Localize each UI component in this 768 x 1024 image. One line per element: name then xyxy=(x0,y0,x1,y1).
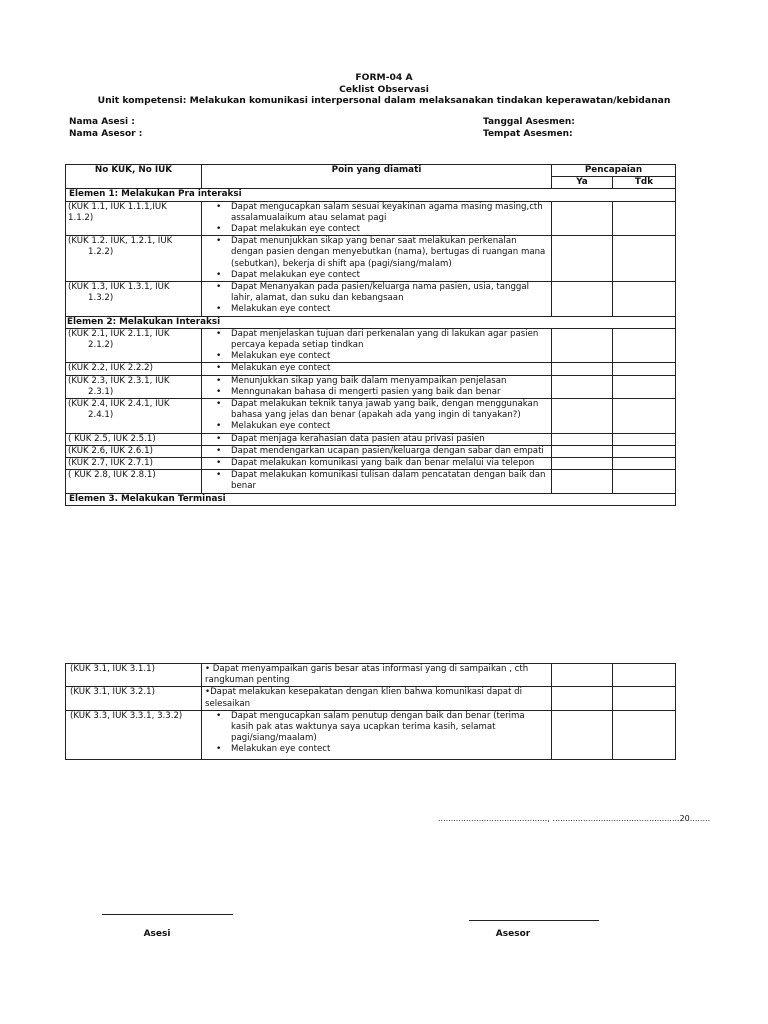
unit-kompetensi: Unit kompetensi: Melakukan komunikasi interpersonal dalam melaksanakan tindakan keperawatan/kebidanan xyxy=(97,95,671,106)
kuk-label: (KUK 1.2. IUK, 1.2.1, IUK xyxy=(68,236,173,247)
ya-checkbox-cell[interactable] xyxy=(552,445,613,457)
tdk-checkbox-cell[interactable] xyxy=(613,445,676,457)
tdk-checkbox-cell[interactable] xyxy=(613,282,676,317)
ya-checkbox-cell[interactable] xyxy=(552,470,613,493)
observation-item: • Dapat menjelaskan tujuan dari perkenalan yang di lakukan agar pasien percaya kepada setiap tindkan xyxy=(231,329,549,351)
table-row xyxy=(66,236,676,282)
observation-item: • Dapat melakukan teknik tanya jawab yang baik, dengan menggunakan bahasa yang jelas dan benar (apakah ada yang ingin di tanyakan?) xyxy=(231,399,549,421)
nama-asesor-label: Nama Asesor : xyxy=(69,129,143,139)
col-ya-header: Ya xyxy=(552,177,613,189)
table-row xyxy=(66,363,676,375)
observation-item: • Dapat melakukan komunikasi tulisan dalam pencatatan dengan baik dan benar xyxy=(231,470,549,492)
observation-item: • Dapat melakukan eye contect xyxy=(231,224,549,235)
tdk-checkbox-cell[interactable] xyxy=(613,363,676,375)
observation-item: • Menngunakan bahasa di mengerti pasien yang baik dan benar xyxy=(231,387,549,398)
kuk-label: (KUK 1.1, IUK 1.1.1,IUK xyxy=(68,201,167,212)
table-row xyxy=(66,328,676,363)
observation-item: • Melakukan eye contect xyxy=(231,304,549,315)
form-number: FORM-04 A xyxy=(355,72,413,83)
asesi-signature-label: Asesi xyxy=(143,929,171,939)
tdk-checkbox-cell[interactable] xyxy=(613,433,676,445)
observation-item: • Dapat menjaga kerahasian data pasien atau privasi pasien xyxy=(231,434,549,445)
elemen-2-heading: Elemen 2: Melakukan Interaksi xyxy=(66,316,676,328)
table-row xyxy=(66,458,676,470)
ya-checkbox-cell[interactable] xyxy=(552,236,613,282)
tdk-checkbox-cell[interactable] xyxy=(613,710,676,759)
ya-checkbox-cell[interactable] xyxy=(552,282,613,317)
observation-item: • Melakukan eye contect xyxy=(231,421,549,432)
table-row xyxy=(66,687,676,710)
ya-checkbox-cell[interactable] xyxy=(552,687,613,710)
kuk-label: ( KUK 2.8, IUK 2.8.1) xyxy=(68,470,156,481)
tdk-checkbox-cell[interactable] xyxy=(613,458,676,470)
tdk-checkbox-cell[interactable] xyxy=(613,687,676,710)
kuk-label: (KUK 2.2, IUK 2.2.2) xyxy=(68,363,153,374)
observation-item: • Dapat menyampaikan garis besar atas informasi yang di sampaikan , cth rangkuman penting xyxy=(205,664,529,686)
nama-asesi-label: Nama Asesi : xyxy=(69,117,135,127)
observation-item: • Dapat mengucapkan salam sesuai keyakinan agama masing masing,cth assalamualaikum atau selamat pagi xyxy=(231,202,549,224)
ya-checkbox-cell[interactable] xyxy=(552,710,613,759)
tempat-asesmen-label: Tempat Asesmen: xyxy=(483,129,573,139)
ya-checkbox-cell[interactable] xyxy=(552,433,613,445)
table-row xyxy=(66,470,676,493)
col-kuk-header: No KUK, No IUK xyxy=(66,165,202,189)
tdk-checkbox-cell[interactable] xyxy=(613,236,676,282)
observation-table-2 xyxy=(65,663,676,760)
kuk-label: (KUK 1.3, IUK 1.3.1, IUK xyxy=(68,282,170,293)
table-row xyxy=(66,710,676,759)
kuk-label: (KUK 2.7, IUK 2.7.1) xyxy=(68,458,153,469)
asesor-signature-label: Asesor xyxy=(495,929,531,939)
col-poin-header: Poin yang diamati xyxy=(202,165,552,189)
tdk-checkbox-cell[interactable] xyxy=(613,201,676,236)
observation-table-1 xyxy=(65,164,676,506)
kuk-label: ( KUK 2.5, IUK 2.5.1) xyxy=(68,433,156,444)
ya-checkbox-cell[interactable] xyxy=(552,664,613,687)
ya-checkbox-cell[interactable] xyxy=(552,399,613,434)
observation-item: • Dapat menunjukkan sikap yang benar saat melakukan perkenalan dengan pasien dengan menyebutkan (nama), bertugas di ruangan mana (sebutkan), bekerja di shift apa (pagi/siang/malam) xyxy=(231,236,549,270)
ya-checkbox-cell[interactable] xyxy=(552,328,613,363)
tdk-checkbox-cell[interactable] xyxy=(613,399,676,434)
ya-checkbox-cell[interactable] xyxy=(552,363,613,375)
observation-item: •Dapat melakukan kesepakatan dengan klien bahwa komunikasi dapat di selesaikan xyxy=(205,687,523,709)
table-row xyxy=(66,375,676,398)
kuk-label: (KUK 3.1, IUK 3.2.1) xyxy=(70,687,155,698)
kuk-label: (KUK 2.1, IUK 2.1.1, IUK xyxy=(68,328,170,339)
elemen-3-heading: Elemen 3. Melakukan Terminasi xyxy=(66,493,676,505)
ya-checkbox-cell[interactable] xyxy=(552,375,613,398)
kuk-label-cont: 1.3.2) xyxy=(88,293,114,304)
observation-item: • Dapat mendengarkan ucapan pasien/keluarga dengan sabar dan empati xyxy=(231,446,549,457)
kuk-label-cont: 1.1.2) xyxy=(68,212,94,223)
col-pencapaian-header: Pencapaian xyxy=(552,165,676,177)
elemen-1-heading: Elemen 1: Melakukan Pra interaksi xyxy=(66,189,676,201)
observation-item: • Menunjukkan sikap yang baik dalam menyampaikan penjelasan xyxy=(231,376,549,387)
form-title: Ceklist Observasi xyxy=(339,84,429,95)
kuk-label: (KUK 2.3, IUK 2.3.1, IUK xyxy=(68,375,170,386)
kuk-label: (KUK 3.3, IUK 3.3.1, 3.3.2) xyxy=(70,710,183,721)
table-row xyxy=(66,664,676,687)
observation-item: • Dapat melakukan eye contect xyxy=(231,270,549,281)
tdk-checkbox-cell[interactable] xyxy=(613,328,676,363)
tdk-checkbox-cell[interactable] xyxy=(613,470,676,493)
tdk-checkbox-cell[interactable] xyxy=(613,664,676,687)
kuk-label-cont: 1.2.2) xyxy=(88,247,114,258)
kuk-label-cont: 2.1.2) xyxy=(88,340,114,351)
kuk-label-cont: 2.3.1) xyxy=(88,386,114,397)
ya-checkbox-cell[interactable] xyxy=(552,458,613,470)
observation-item: • Melakukan eye contect xyxy=(231,363,549,374)
observation-item: • Dapat Menanyakan pada pasien/keluarga nama pasien, usia, tanggal lahir, alamat, dan suku dan kebangsaan xyxy=(231,282,549,304)
kuk-label-cont: 2.4.1) xyxy=(88,410,114,421)
observation-item: • Melakukan eye contect xyxy=(231,351,549,362)
table-row xyxy=(66,201,676,236)
observation-item: • Melakukan eye contect xyxy=(231,744,549,755)
table-row xyxy=(66,282,676,317)
ya-checkbox-cell[interactable] xyxy=(552,201,613,236)
table-row xyxy=(66,399,676,434)
col-tdk-header: Tdk xyxy=(613,177,676,189)
observation-item: • Dapat melakukan komunikasi yang baik dan benar melalui via telepon xyxy=(231,458,549,469)
observation-item: • Dapat mengucapkan salam penutup dengan baik dan benar (terima kasih pak atas waktunya saya ucapkan terima kasih, selamat pagi/siang/maalam) xyxy=(231,711,549,745)
asesi-signature-line xyxy=(102,914,233,915)
table-row xyxy=(66,445,676,457)
tdk-checkbox-cell[interactable] xyxy=(613,375,676,398)
tanggal-asesmen-label: Tanggal Asesmen: xyxy=(483,117,575,127)
kuk-label: (KUK 3.1, IUK 3.1.1) xyxy=(70,664,155,674)
asesor-signature-line xyxy=(469,920,599,921)
table-row xyxy=(66,433,676,445)
kuk-label: (KUK 2.6, IUK 2.6.1) xyxy=(68,445,153,456)
place-date-line: ..........................................., ..................................................20........ xyxy=(438,814,711,823)
kuk-label: (KUK 2.4, IUK 2.4.1, IUK xyxy=(68,399,170,410)
